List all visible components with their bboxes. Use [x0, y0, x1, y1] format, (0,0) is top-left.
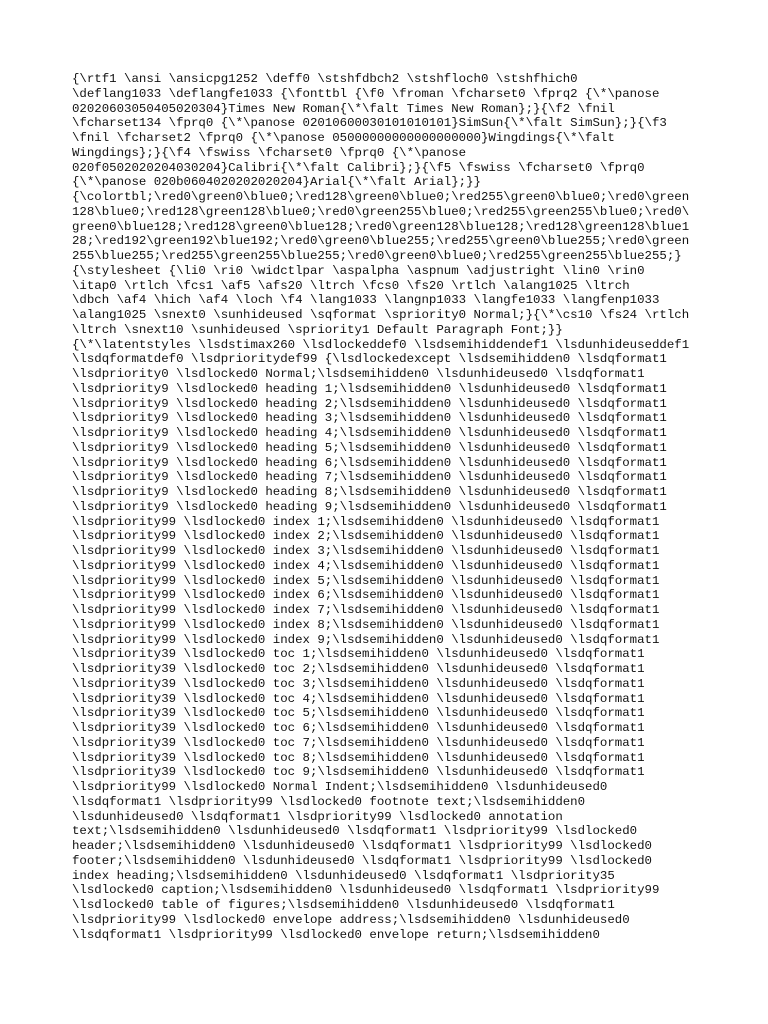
rtf-line: {\colortbl;\red0\green0\blue0;\red128\green0\blue0;\red255\green0\blue0;\red0\green	[72, 190, 690, 204]
rtf-line: \lsdpriority39 \lsdlocked0 toc 3;\lsdsemihidden0 \lsdunhideused0 \lsdqformat1	[72, 676, 645, 691]
rtf-line: \lsdpriority99 \lsdlocked0 index 3;\lsdsemihidden0 \lsdunhideused0 \lsdqformat1	[72, 544, 660, 558]
rtf-line: \fcharset134 \fprq0 {\*\panose 02010600030101010101}SimSun{\*\falt SimSun};}{\f3	[72, 116, 667, 131]
rtf-line: \lsdpriority99 \lsdlocked0 index 2;\lsdsemihidden0 \lsdunhideused0 \lsdqformat1	[72, 529, 660, 544]
rtf-source-text	[72, 72, 712, 942]
rtf-line: \deflang1033 \deflangfe1033 {\fonttbl {\f0 \froman \fcharset0 \fprq2 {\*\panose	[72, 86, 660, 101]
rtf-line: \lsdpriority99 \lsdlocked0 Normal Indent;\lsdsemihidden0 \lsdunhideused0	[72, 780, 608, 794]
rtf-line: {\*\latentstyles \lsdstimax260 \lsdlockeddef0 \lsdsemihiddendef1 \lsdunhideuseddef1	[72, 337, 690, 352]
rtf-line: \lsdpriority9 \lsdlocked0 heading 7;\lsdsemihidden0 \lsdunhideused0 \lsdqformat1	[72, 470, 667, 485]
rtf-line: \lsdqformat1 \lsdpriority99 \lsdlocked0 envelope return;\lsdsemihidden0	[72, 927, 600, 942]
rtf-line: \lsdpriority39 \lsdlocked0 toc 2;\lsdsemihidden0 \lsdunhideused0 \lsdqformat1	[72, 662, 645, 676]
rtf-line: \lsdpriority39 \lsdlocked0 toc 6;\lsdsemihidden0 \lsdunhideused0 \lsdqformat1	[72, 721, 645, 735]
rtf-line: \lsdpriority39 \lsdlocked0 toc 9;\lsdsemihidden0 \lsdunhideused0 \lsdqformat1	[72, 765, 645, 780]
rtf-line: \lsdlocked0 table of figures;\lsdsemihidden0 \lsdunhideused0 \lsdqformat1	[72, 898, 615, 912]
rtf-line: \lsdpriority9 \lsdlocked0 heading 9;\lsdsemihidden0 \lsdunhideused0 \lsdqformat1	[72, 499, 667, 514]
rtf-line: \alang1025 \snext0 \sunhideused \sqformat \spriority0 Normal;}{\*\cs10 \fs24 \rtlch	[72, 308, 690, 322]
rtf-line: \ltrch \snext10 \sunhideused \spriority1 Default Paragraph Font;}}	[72, 322, 563, 337]
rtf-line: \lsdunhideused0 \lsdqformat1 \lsdpriority99 \lsdlocked0 annotation	[72, 809, 563, 824]
rtf-line: {\stylesheet {\li0 \ri0 \widctlpar \aspalpha \aspnum \adjustright \lin0 \rin0	[72, 263, 645, 278]
rtf-line: 28;\red192\green192\blue192;\red0\green0\blue255;\red255\green0\blue255;\red0\green	[72, 234, 690, 249]
rtf-line: \lsdpriority9 \lsdlocked0 heading 6;\lsdsemihidden0 \lsdunhideused0 \lsdqformat1	[72, 455, 667, 470]
rtf-line: \fnil \fcharset2 \fprq0 {\*\panose 05000000000000000000}Wingdings{\*\falt	[72, 131, 615, 145]
rtf-line: \lsdpriority99 \lsdlocked0 index 4;\lsdsemihidden0 \lsdunhideused0 \lsdqformat1	[72, 558, 660, 573]
rtf-line: \lsdpriority39 \lsdlocked0 toc 7;\lsdsemihidden0 \lsdunhideused0 \lsdqformat1	[72, 735, 645, 750]
rtf-line: \lsdpriority9 \lsdlocked0 heading 8;\lsdsemihidden0 \lsdunhideused0 \lsdqformat1	[72, 485, 667, 499]
rtf-line: index heading;\lsdsemihidden0 \lsdunhideused0 \lsdqformat1 \lsdpriority35	[72, 868, 615, 883]
rtf-line: \lsdpriority9 \lsdlocked0 heading 5;\lsdsemihidden0 \lsdunhideused0 \lsdqformat1	[72, 440, 667, 455]
rtf-line: Wingdings};}{\f4 \fswiss \fcharset0 \fprq0 {\*\panose	[72, 145, 467, 160]
rtf-line: {\rtf1 \ansi \ansicpg1252 \deff0 \stshfdbch2 \stshfloch0 \stshfhich0	[72, 72, 578, 86]
rtf-line: \lsdqformat1 \lsdpriority99 \lsdlocked0 footnote text;\lsdsemihidden0	[72, 794, 586, 809]
rtf-line: text;\lsdsemihidden0 \lsdunhideused0 \lsdqformat1 \lsdpriority99 \lsdlocked0	[72, 824, 638, 839]
rtf-line: header;\lsdsemihidden0 \lsdunhideused0 \lsdqformat1 \lsdpriority99 \lsdlocked0	[72, 839, 652, 853]
rtf-line: 128\blue0;\red128\green128\blue0;\red0\green255\blue0;\red255\green255\blue0;\red0\	[72, 204, 690, 219]
rtf-line: \lsdpriority99 \lsdlocked0 envelope address;\lsdsemihidden0 \lsdunhideused0	[72, 912, 630, 927]
rtf-line: \lsdqformatdef0 \lsdprioritydef99 {\lsdlockedexcept \lsdsemihidden0 \lsdqformat1	[72, 352, 667, 367]
rtf-line: \lsdpriority0 \lsdlocked0 Normal;\lsdsemihidden0 \lsdunhideused0 \lsdqformat1	[72, 367, 645, 381]
rtf-line: \lsdpriority39 \lsdlocked0 toc 1;\lsdsemihidden0 \lsdunhideused0 \lsdqformat1	[72, 647, 645, 662]
rtf-line: \lsdpriority39 \lsdlocked0 toc 8;\lsdsemihidden0 \lsdunhideused0 \lsdqformat1	[72, 750, 645, 765]
rtf-line: \itap0 \rtlch \fcs1 \af5 \afs20 \ltrch \fcs0 \fs20 \rtlch \alang1025 \ltrch	[72, 278, 630, 293]
rtf-line: 020f0502020204030204}Calibri{\*\falt Calibri};}{\f5 \fswiss \fcharset0 \fprq0	[72, 160, 645, 175]
rtf-line: \lsdpriority39 \lsdlocked0 toc 5;\lsdsemihidden0 \lsdunhideused0 \lsdqformat1	[72, 706, 645, 721]
rtf-line: \dbch \af4 \hich \af4 \loch \f4 \lang1033 \langnp1033 \langfe1033 \langfenp1033	[72, 293, 660, 308]
rtf-line: footer;\lsdsemihidden0 \lsdunhideused0 \lsdqformat1 \lsdpriority99 \lsdlocked0	[72, 853, 652, 868]
rtf-line: \lsdlocked0 caption;\lsdsemihidden0 \lsdunhideused0 \lsdqformat1 \lsdpriority99	[72, 883, 660, 898]
rtf-line: {\*\panose 020b0604020202020204}Arial{\*\falt Arial};}}	[72, 175, 481, 190]
rtf-line: \lsdpriority99 \lsdlocked0 index 5;\lsdsemihidden0 \lsdunhideused0 \lsdqformat1	[72, 573, 660, 588]
rtf-line: \lsdpriority9 \lsdlocked0 heading 4;\lsdsemihidden0 \lsdunhideused0 \lsdqformat1	[72, 426, 667, 440]
rtf-line: \lsdpriority9 \lsdlocked0 heading 3;\lsdsemihidden0 \lsdunhideused0 \lsdqformat1	[72, 411, 667, 426]
rtf-line: \lsdpriority39 \lsdlocked0 toc 4;\lsdsemihidden0 \lsdunhideused0 \lsdqformat1	[72, 691, 645, 706]
rtf-line: 255\blue255;\red255\green255\blue255;\red0\green0\blue0;\red255\green255\blue255;}	[72, 249, 682, 263]
rtf-line: 02020603050405020304}Times New Roman{\*\falt Times New Roman};}{\f2 \fnil	[72, 101, 615, 116]
rtf-line: \lsdpriority9 \lsdlocked0 heading 1;\lsdsemihidden0 \lsdunhideused0 \lsdqformat1	[72, 381, 667, 396]
rtf-line: \lsdpriority99 \lsdlocked0 index 6;\lsdsemihidden0 \lsdunhideused0 \lsdqformat1	[72, 588, 660, 603]
rtf-line: \lsdpriority99 \lsdlocked0 index 7;\lsdsemihidden0 \lsdunhideused0 \lsdqformat1	[72, 603, 660, 617]
rtf-line: \lsdpriority99 \lsdlocked0 index 9;\lsdsemihidden0 \lsdunhideused0 \lsdqformat1	[72, 632, 660, 647]
rtf-line: \lsdpriority99 \lsdlocked0 index 8;\lsdsemihidden0 \lsdunhideused0 \lsdqformat1	[72, 617, 660, 632]
rtf-line: green0\blue128;\red128\green0\blue128;\red0\green128\blue128;\red128\green128\blue1	[72, 219, 690, 234]
rtf-line: \lsdpriority9 \lsdlocked0 heading 2;\lsdsemihidden0 \lsdunhideused0 \lsdqformat1	[72, 396, 667, 411]
rtf-line: \lsdpriority99 \lsdlocked0 index 1;\lsdsemihidden0 \lsdunhideused0 \lsdqformat1	[72, 514, 660, 529]
